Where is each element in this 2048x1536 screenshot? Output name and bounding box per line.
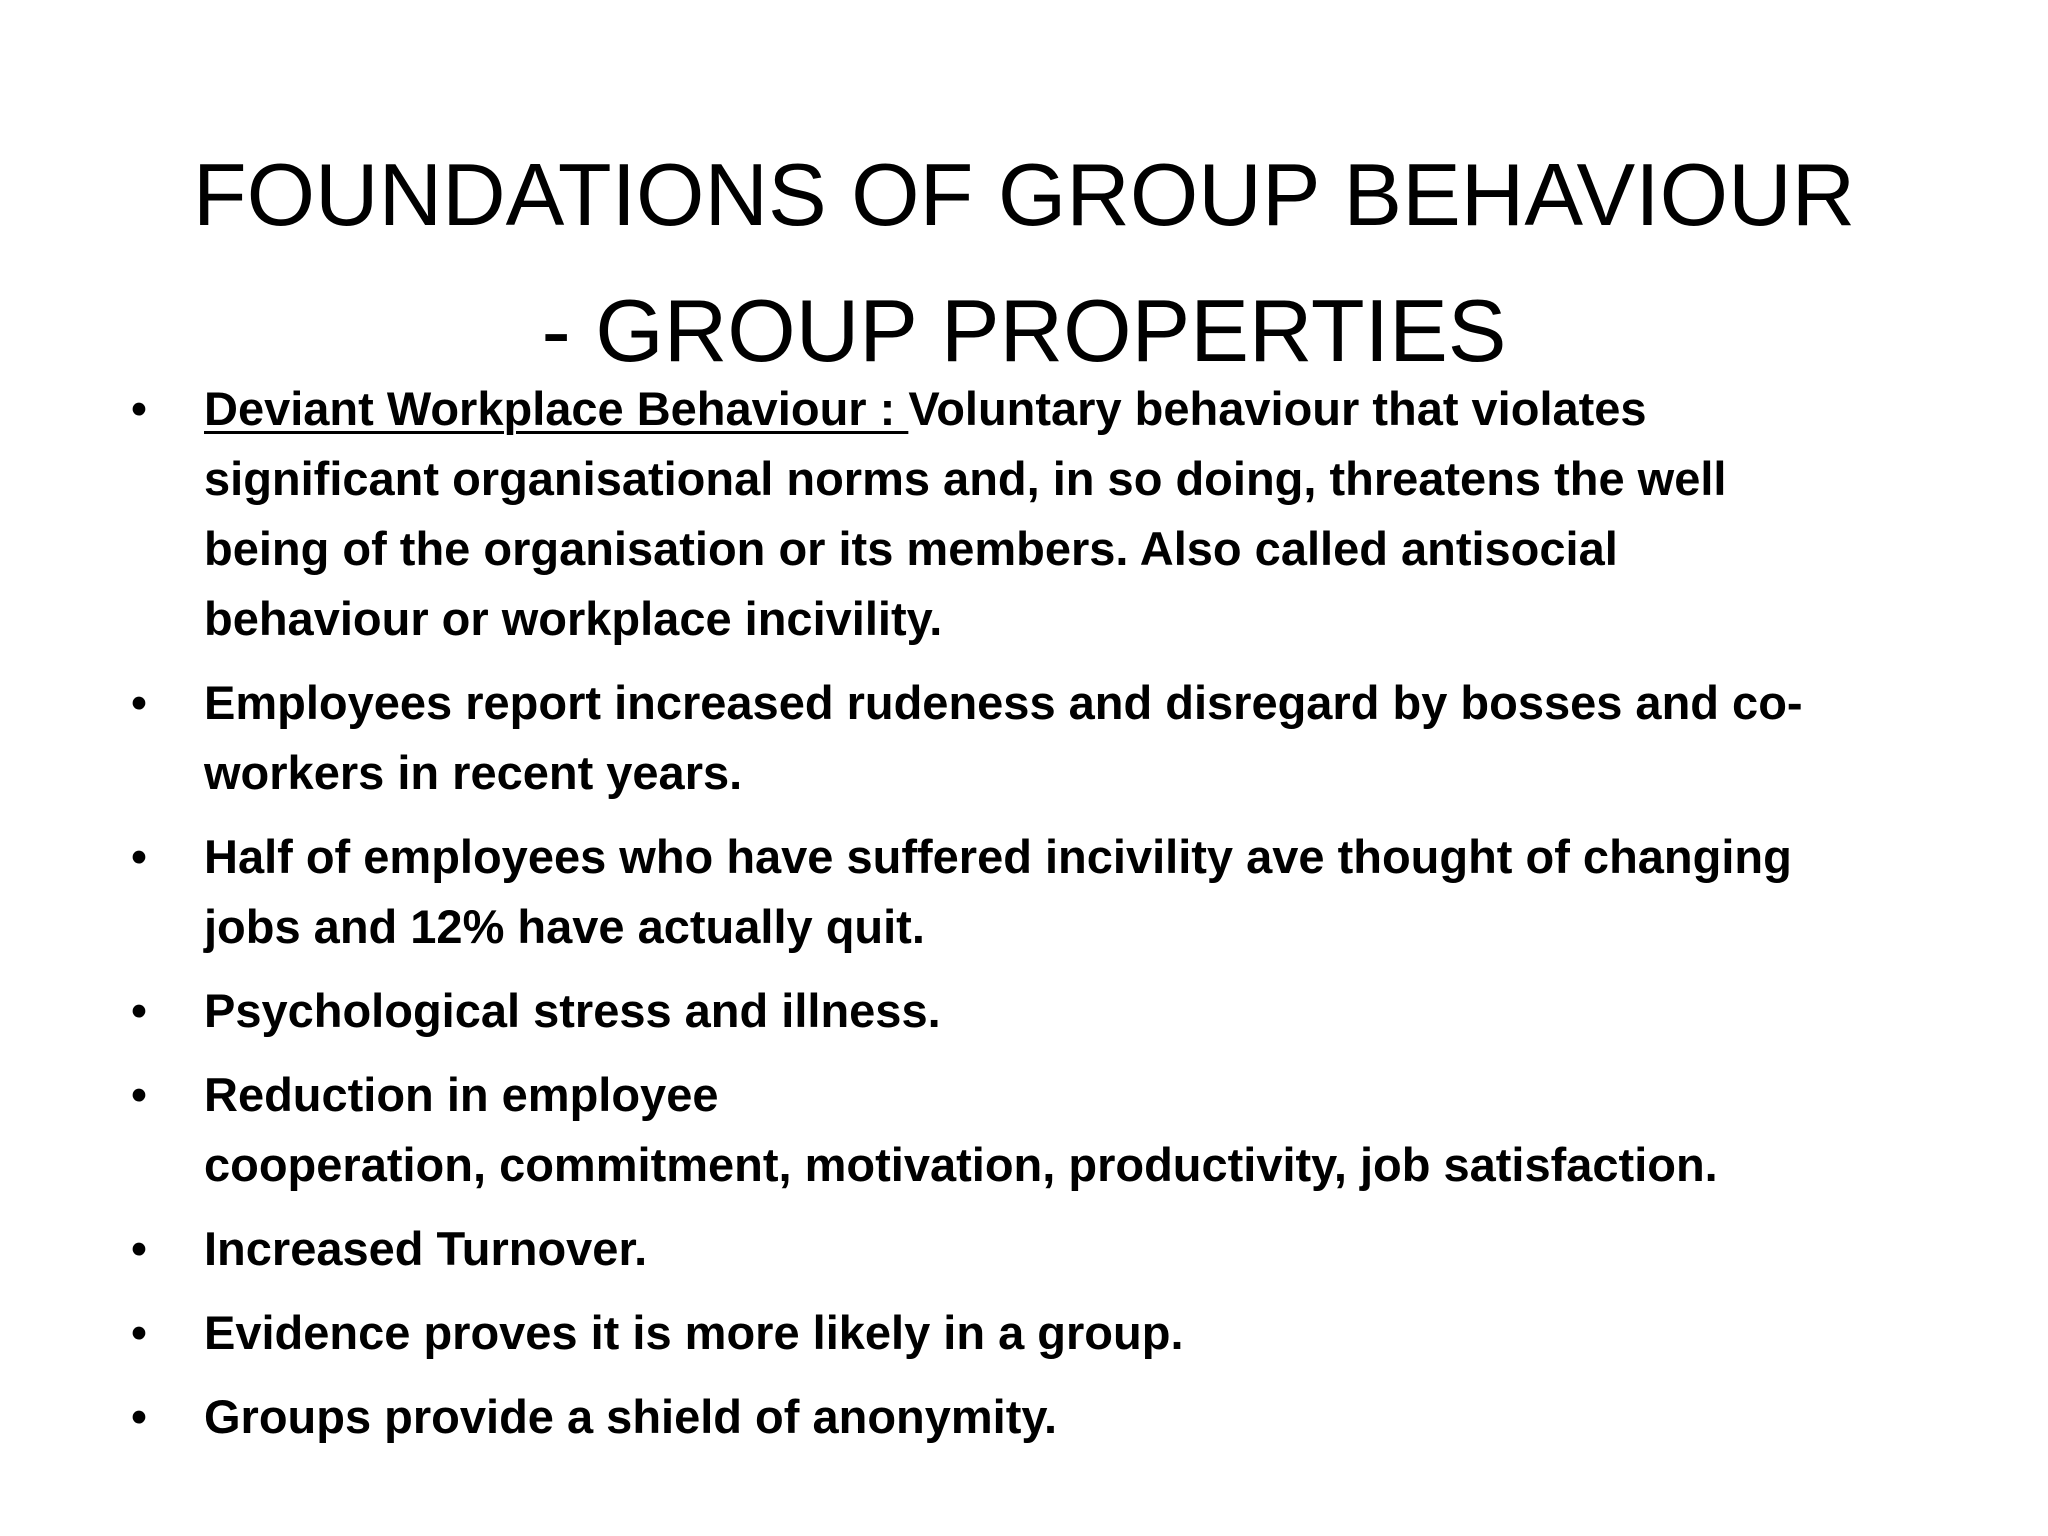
bullet-text [204, 1382, 1924, 1452]
bullet-line: jobs and 12% have actually quit. [204, 900, 925, 953]
bullet-icon: • [130, 1390, 148, 1443]
bullet-icon: • [130, 1222, 148, 1275]
bullet-item-psychological-stress [124, 976, 1924, 1046]
bullet-text [204, 374, 1924, 654]
bullet-line [204, 374, 1924, 444]
bullet-item-more-likely-in-group [124, 1298, 1924, 1368]
bullet-text [204, 1060, 1924, 1200]
slide-title [80, 127, 1968, 399]
term-label: Deviant Workplace Behaviour : [204, 382, 909, 435]
bullet-line: Increased Turnover. [204, 1222, 648, 1275]
bullet-icon: • [130, 984, 148, 1037]
bullet-line: significant organisational norms and, in so doing, threatens the well [204, 452, 1727, 505]
bullet-line: Groups provide a shield of anonymity. [204, 1390, 1058, 1443]
bullet-line: cooperation, commitment, motivation, productivity, job satisfaction. [204, 1138, 1718, 1191]
bullet-list [124, 374, 1924, 1466]
bullet-text [204, 976, 1924, 1046]
title-line: FOUNDATIONS OF GROUP BEHAVIOUR [192, 144, 1856, 244]
bullet-line: Reduction in employee [204, 1068, 719, 1121]
bullet-line: being of the organisation or its members. Also called antisocial [204, 522, 1618, 575]
bullet-item-deviant-workplace-behaviour [124, 374, 1924, 654]
bullet-line: Half of employees who have suffered incivility ave thought of changing [204, 830, 1792, 883]
bullet-item-reduction-in-cooperation [124, 1060, 1924, 1200]
bullet-icon: • [130, 830, 148, 883]
bullet-line-text: Voluntary behaviour that violates [908, 382, 1647, 435]
bullet-text [204, 668, 1924, 808]
bullet-text [204, 1298, 1924, 1368]
bullet-item-shield-of-anonymity [124, 1382, 1924, 1452]
bullet-line: Employees report increased rudeness and disregard by bosses and co- [204, 676, 1803, 729]
bullet-icon: • [130, 676, 148, 729]
bullet-item-increased-turnover [124, 1214, 1924, 1284]
title-line: - GROUP PROPERTIES [541, 280, 1507, 380]
bullet-text [204, 822, 1924, 962]
bullet-text [204, 1214, 1924, 1284]
bullet-line: behaviour or workplace incivility. [204, 592, 943, 645]
bullet-item-half-of-employees [124, 822, 1924, 962]
bullet-line: Evidence proves it is more likely in a group. [204, 1306, 1184, 1359]
bullet-line: Psychological stress and illness. [204, 984, 941, 1037]
bullet-icon: • [130, 382, 148, 435]
bullet-icon: • [130, 1306, 148, 1359]
bullet-icon: • [130, 1068, 148, 1121]
bullet-line: workers in recent years. [204, 746, 743, 799]
bullet-item-increased-rudeness [124, 668, 1924, 808]
